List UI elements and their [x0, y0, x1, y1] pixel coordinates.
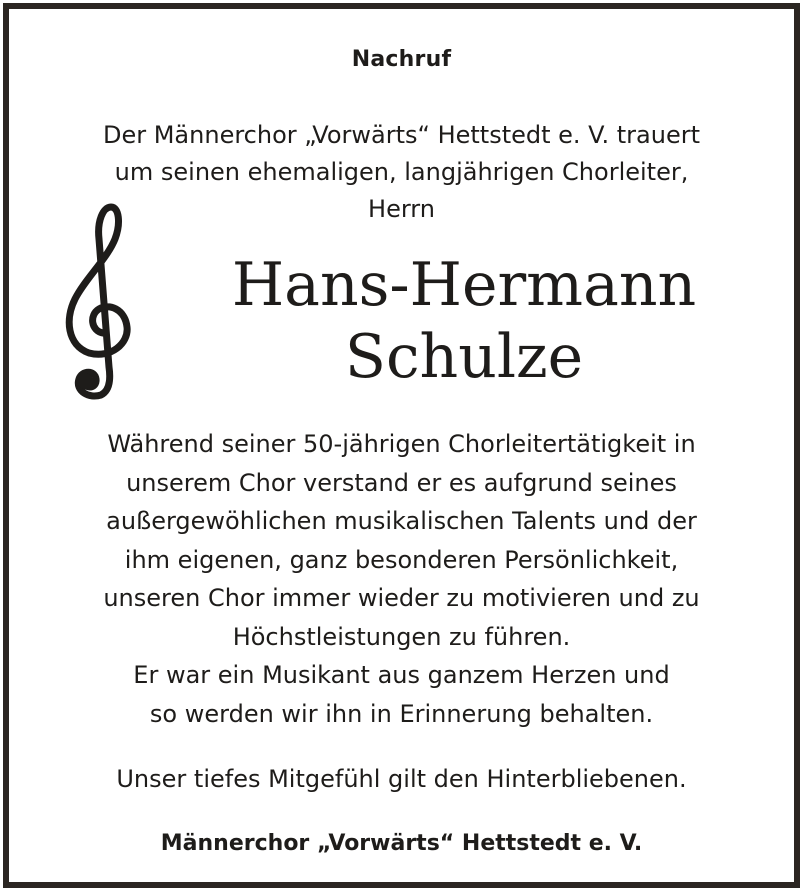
intro-line: Der Männerchor „Vorwärts“ Hettstedt e. V. trauert: [102, 121, 700, 149]
deceased-name: [159, 249, 769, 393]
signature: Männerchor „Vorwärts“ Hettstedt e. V.: [160, 831, 643, 856]
tribute-line: außergewöhlichen musikalischen Talents und der: [106, 507, 697, 535]
tribute-line: Während seiner 50-jährigen Chorleitertätigkeit in: [107, 430, 696, 458]
name-line: Schulze: [344, 322, 584, 392]
tribute-line: unseren Chor immer wieder zu motivieren und zu: [103, 584, 700, 612]
intro-line: Herrn: [368, 195, 435, 223]
tribute-text: [9, 425, 794, 733]
notice-heading: Nachruf: [351, 47, 452, 72]
tribute-line: Höchstleistungen zu führen.: [232, 622, 571, 651]
tribute-line: so werden wir ihn in Erinnerung behalten.: [149, 699, 654, 728]
tribute-line: unserem Chor verstand er es aufgrund seines: [126, 468, 677, 497]
intro-line: um seinen ehemaligen, langjährigen Chorleiter,: [114, 158, 689, 186]
name-line: Hans-Hermann: [231, 250, 697, 320]
tribute-line: Er war ein Musikant aus ganzem Herzen und: [133, 661, 670, 689]
condolence-text: Unser tiefes Mitgefühl gilt den Hinterbliebenen.: [116, 765, 687, 793]
treble-clef-icon: [49, 199, 144, 409]
obituary-frame: [3, 3, 800, 888]
tribute-line: ihm eigenen, ganz besonderen Persönlichkeit,: [124, 545, 679, 574]
